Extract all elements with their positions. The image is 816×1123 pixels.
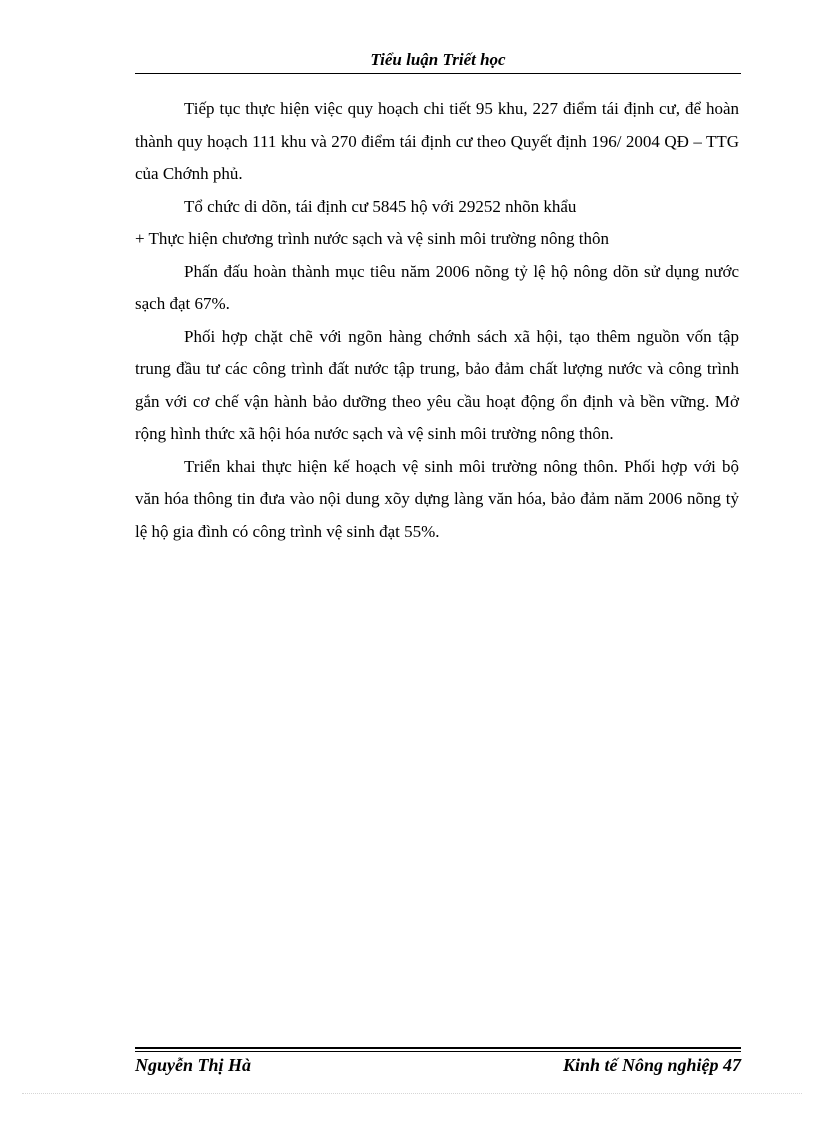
- paragraph: Tiếp tục thực hiện việc quy hoạch chi tiết 95 khu, 227 điểm tái định cư, để hoàn thành quy hoạch 111 khu và 270 điểm tái định cư theo Quyết định 196/ 2004 QĐ – TTG của Chớnh phủ.: [135, 99, 739, 183]
- footer-class: Kinh tế Nông nghiệp 47: [562, 1055, 741, 1075]
- header-title: Tiểu luận Triết học: [370, 50, 506, 69]
- document-body: [135, 93, 739, 548]
- footer-author: Nguyễn Thị Hà: [135, 1055, 252, 1075]
- paragraph-heading: + Thực hiện chương trình nước sạch và vệ sinh môi trường nông thôn: [135, 229, 609, 248]
- footer-divider: [135, 1047, 741, 1049]
- paragraph: Phấn đấu hoàn thành mục tiêu năm 2006 nõng tỷ lệ hộ nông dõn sử dụng nước sạch đạt 67%.: [135, 261, 739, 313]
- footer-divider-thin: [135, 1051, 741, 1052]
- paragraph: Phối hợp chặt chẽ với ngõn hàng chớnh sách xã hội, tạo thêm nguồn vốn tập trung đầu tư các công trình đất nước tập trung, bảo đảm chất lượng nước và công trình gắn với cơ chế vận hành bảo dưỡng theo yêu cầu hoạt động ổn định và bền vững. Mở rộng hình thức xã hội hóa nước sạch và vệ sinh môi trường nông thôn.: [135, 326, 739, 443]
- page-header: [135, 49, 741, 74]
- paragraph: Tổ chức di dõn, tái định cư 5845 hộ với 29252 nhõn khẩu: [184, 196, 577, 216]
- paragraph: Triển khai thực hiện kế hoạch vệ sinh môi trường nông thôn. Phối hợp với bộ văn hóa thông tin đưa vào nội dung xõy dựng làng văn hóa, bảo đảm năm 2006 nõng tỷ lệ hộ gia đình có công trình vệ sinh đạt 55%.: [135, 456, 739, 541]
- page-edge: [22, 1093, 802, 1094]
